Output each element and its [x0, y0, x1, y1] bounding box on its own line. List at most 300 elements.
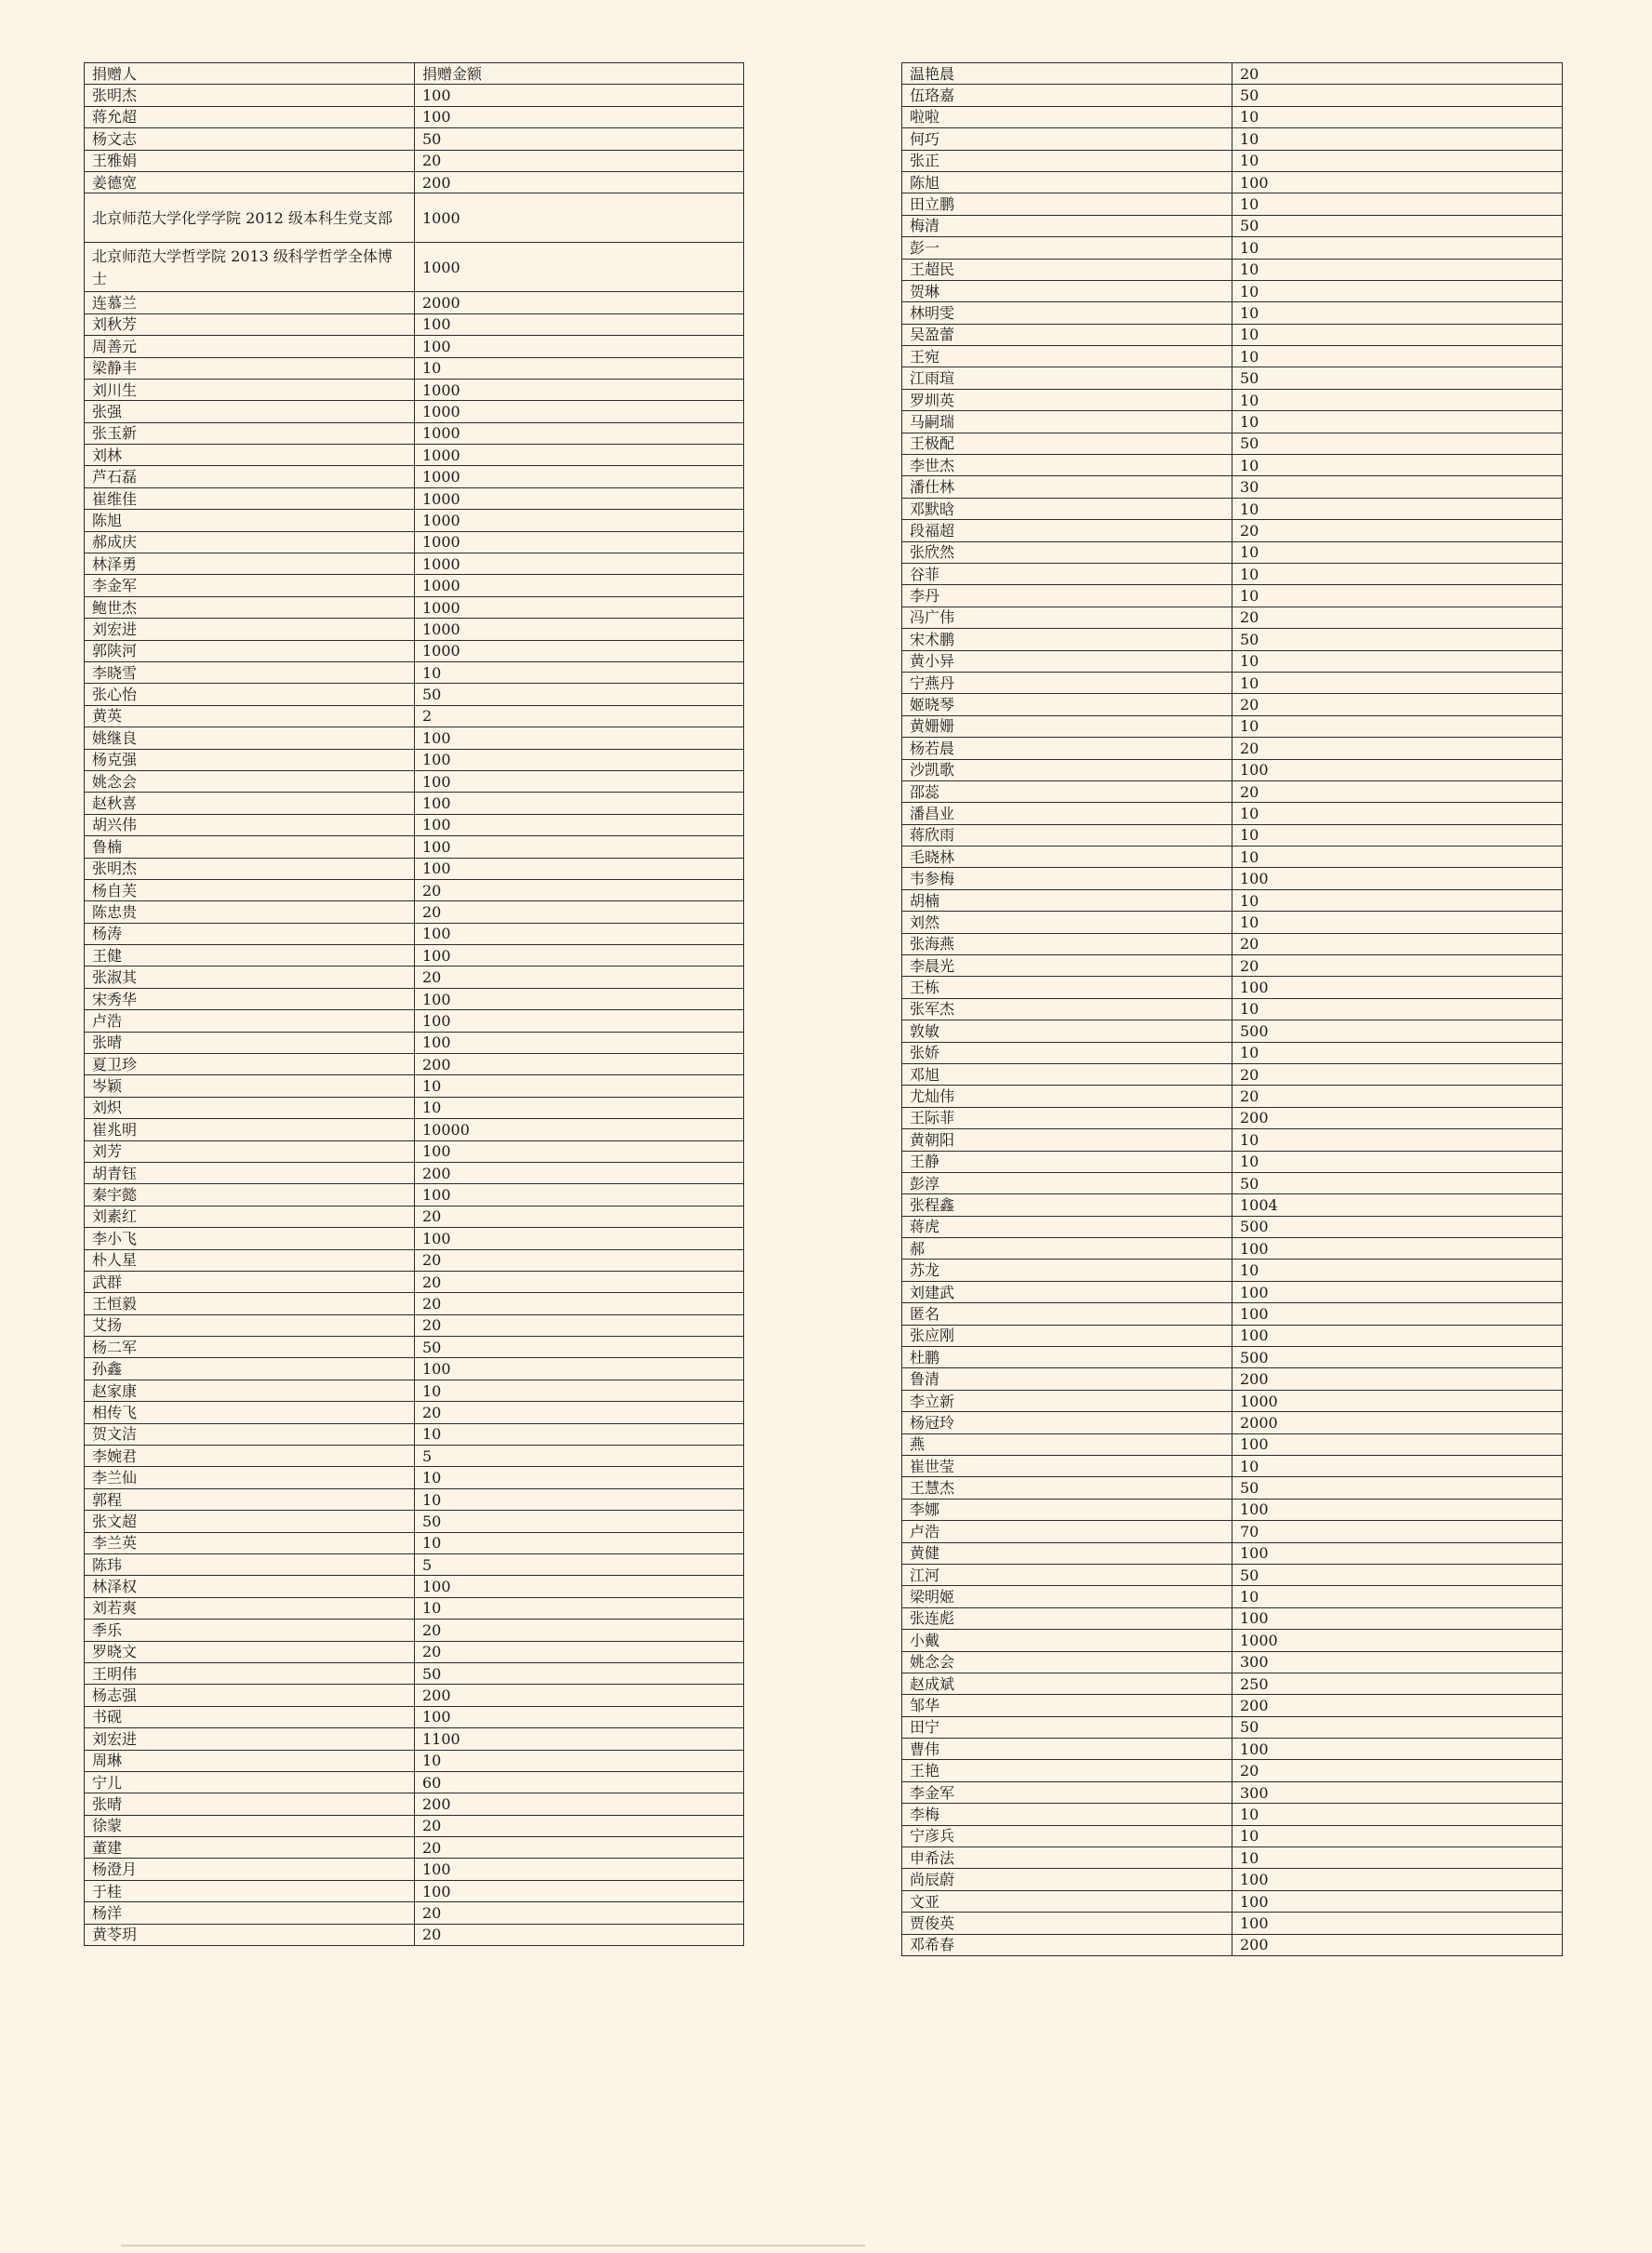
table-row	[85, 1511, 744, 1532]
donation-amount: 300	[1232, 1651, 1563, 1673]
donation-amount: 10	[415, 1423, 744, 1445]
donor-name: 梁明姬	[902, 1586, 1232, 1607]
table-row	[902, 1673, 1563, 1694]
donation-amount: 10	[1232, 498, 1563, 519]
table-row	[85, 1902, 744, 1924]
table-row	[85, 1620, 744, 1641]
table-row	[85, 1728, 744, 1750]
donation-amount: 200	[415, 1793, 744, 1815]
donation-amount: 100	[1232, 1913, 1563, 1934]
table-row	[85, 336, 744, 357]
table-row	[902, 346, 1563, 367]
donor-name: 张正	[902, 150, 1232, 171]
donation-amount: 50	[415, 1511, 744, 1532]
table-row	[902, 389, 1563, 410]
donor-name: 董建	[85, 1837, 415, 1859]
donor-name: 杨志强	[85, 1685, 415, 1706]
donation-amount: 1000	[415, 596, 744, 618]
donor-name: 武群	[85, 1271, 415, 1292]
table-row	[902, 868, 1563, 889]
table-row	[902, 455, 1563, 476]
donor-name: 刘川生	[85, 379, 415, 400]
donation-amount: 10	[415, 1488, 744, 1510]
table-row	[85, 1010, 744, 1032]
donor-name: 马嗣瑞	[902, 411, 1232, 433]
donor-name: 王艳	[902, 1760, 1232, 1781]
table-row	[902, 1086, 1563, 1107]
donation-amount: 20	[415, 1314, 744, 1336]
donor-name: 梅清	[902, 215, 1232, 236]
donation-amount: 10	[1232, 585, 1563, 607]
donation-amount: 1000	[1232, 1630, 1563, 1651]
donation-amount: 100	[415, 988, 744, 1009]
donation-amount: 1000	[415, 531, 744, 553]
donor-name: 鲁清	[902, 1368, 1232, 1390]
donor-name: 何巧	[902, 128, 1232, 150]
donation-amount: 1000	[415, 243, 744, 292]
donor-name: 王明伟	[85, 1662, 415, 1684]
table-row	[902, 1890, 1563, 1912]
donor-name: 北京师范大学哲学院 2013 级科学哲学全体博士	[85, 243, 415, 292]
donor-name: 李兰仙	[85, 1467, 415, 1488]
donor-name: 胡兴伟	[85, 814, 415, 835]
table-row	[902, 1303, 1563, 1325]
donation-amount: 10	[1232, 1260, 1563, 1281]
table-row	[85, 923, 744, 944]
donation-amount: 200	[1232, 1368, 1563, 1390]
donor-name: 王慧杰	[902, 1477, 1232, 1499]
donor-name: 郭陕河	[85, 640, 415, 661]
donation-amount: 100	[1232, 1433, 1563, 1455]
donation-amount: 10	[1232, 1456, 1563, 1477]
table-row	[902, 715, 1563, 737]
table-row	[85, 1815, 744, 1836]
table-row	[902, 193, 1563, 215]
donor-name: 刘宏进	[85, 619, 415, 640]
donor-name: 赵成斌	[902, 1673, 1232, 1694]
donation-amount: 100	[415, 1859, 744, 1880]
donation-amount: 1000	[415, 510, 744, 531]
donor-name: 尤灿伟	[902, 1086, 1232, 1107]
donation-amount: 1000	[415, 422, 744, 444]
table-row	[902, 1390, 1563, 1411]
donation-amount: 200	[1232, 1107, 1563, 1128]
table-row	[902, 1825, 1563, 1846]
donor-name: 潘仕林	[902, 476, 1232, 498]
donation-amount: 10	[1232, 193, 1563, 215]
table-row	[85, 445, 744, 466]
table-row	[85, 1662, 744, 1684]
table-row	[85, 1314, 744, 1336]
donor-name: 李丹	[902, 585, 1232, 607]
donation-amount: 100	[415, 836, 744, 858]
donation-amount: 20	[1232, 607, 1563, 628]
donor-name: 张玉新	[85, 422, 415, 444]
table-row	[902, 1129, 1563, 1151]
donation-amount: 200	[1232, 1695, 1563, 1716]
donor-name: 刘炽	[85, 1097, 415, 1118]
donation-amount: 30	[1232, 476, 1563, 498]
table-row	[85, 1184, 744, 1206]
donation-amount: 500	[1232, 1216, 1563, 1237]
donor-name: 宁燕丹	[902, 672, 1232, 693]
donation-amount: 100	[415, 1228, 744, 1249]
donor-name: 张海燕	[902, 933, 1232, 954]
donor-name: 张晴	[85, 1032, 415, 1053]
donation-amount: 100	[1232, 759, 1563, 780]
donation-amount: 20	[415, 1293, 744, 1314]
donor-name: 张应刚	[902, 1325, 1232, 1346]
donor-name: 杨文志	[85, 128, 415, 150]
donation-amount: 100	[415, 85, 744, 106]
table-row	[902, 1521, 1563, 1542]
table-row	[85, 1380, 744, 1401]
donor-name: 鲁楠	[85, 836, 415, 858]
donor-name: 刘林	[85, 445, 415, 466]
donor-name: 邓旭	[902, 1063, 1232, 1085]
table-row	[902, 367, 1563, 389]
table-row	[85, 1337, 744, 1358]
table-row	[902, 629, 1563, 650]
donation-amount: 10	[415, 1467, 744, 1488]
table-row	[85, 661, 744, 683]
donation-amount: 10	[1232, 324, 1563, 345]
donor-name: 潘昌业	[902, 803, 1232, 824]
table-row	[902, 1651, 1563, 1673]
table-row	[902, 1433, 1563, 1455]
table-row	[85, 1446, 744, 1467]
table-row	[85, 727, 744, 749]
donation-amount: 100	[415, 770, 744, 792]
donation-amount: 10000	[415, 1119, 744, 1140]
table-row	[85, 1859, 744, 1880]
donor-name: 王静	[902, 1151, 1232, 1172]
donation-amount: 2000	[1232, 1412, 1563, 1433]
table-row	[902, 803, 1563, 824]
donation-amount: 20	[1232, 1063, 1563, 1085]
donor-name: 李小飞	[85, 1228, 415, 1249]
table-row	[902, 1194, 1563, 1216]
donor-name: 杨冠玲	[902, 1412, 1232, 1433]
table-row	[85, 466, 744, 487]
table-row	[85, 1793, 744, 1815]
donation-amount: 1000	[415, 401, 744, 422]
table-row	[85, 487, 744, 509]
donor-name: 贺琳	[902, 280, 1232, 301]
donation-amount: 20	[1232, 933, 1563, 954]
donation-amount: 10	[1232, 389, 1563, 410]
donation-amount: 10	[1232, 302, 1563, 324]
table-row	[902, 1499, 1563, 1520]
donor-name: 邓默晗	[902, 498, 1232, 519]
table-row	[902, 1804, 1563, 1825]
donor-name: 崔兆明	[85, 1119, 415, 1140]
donor-name: 张晴	[85, 1793, 415, 1815]
donor-name: 崔世莹	[902, 1456, 1232, 1477]
donor-name: 林泽权	[85, 1576, 415, 1597]
donation-amount: 20	[1232, 738, 1563, 759]
donation-amount: 20	[1232, 955, 1563, 977]
donation-amount: 100	[415, 858, 744, 879]
donor-name: 冯广伟	[902, 607, 1232, 628]
table-row	[85, 858, 744, 879]
donation-amount: 20	[415, 1206, 744, 1227]
table-row	[85, 1054, 744, 1075]
table-row	[902, 998, 1563, 1020]
table-row	[85, 1228, 744, 1249]
table-row	[902, 128, 1563, 150]
table-row	[85, 749, 744, 770]
header-amount: 捐赠金额	[415, 63, 744, 85]
donation-amount: 200	[1232, 1934, 1563, 1955]
table-row	[902, 106, 1563, 127]
donation-amount: 100	[415, 945, 744, 967]
table-row	[85, 879, 744, 900]
donation-amount: 50	[1232, 1716, 1563, 1738]
donor-name: 李兰英	[85, 1532, 415, 1553]
donation-amount: 100	[1232, 1739, 1563, 1760]
table-row	[902, 1368, 1563, 1390]
table-row	[902, 672, 1563, 693]
donation-amount: 1000	[415, 553, 744, 575]
donor-name: 刘若爽	[85, 1597, 415, 1619]
table-row	[85, 357, 744, 379]
table-row	[85, 292, 744, 313]
donation-amount: 200	[415, 1162, 744, 1183]
table-row	[902, 1107, 1563, 1128]
donor-name: 罗圳英	[902, 389, 1232, 410]
donor-name: 黄姗姗	[902, 715, 1232, 737]
donation-amount: 20	[415, 901, 744, 923]
donation-amount: 2000	[415, 292, 744, 313]
donation-amount: 10	[1232, 128, 1563, 150]
donor-name: 张明杰	[85, 858, 415, 879]
donor-name: 刘然	[902, 912, 1232, 933]
donor-name: 李金军	[85, 575, 415, 596]
donor-name: 周琳	[85, 1750, 415, 1771]
table-row	[902, 650, 1563, 672]
donation-amount: 10	[1232, 150, 1563, 171]
donor-name: 蒋虎	[902, 1216, 1232, 1237]
table-row	[85, 1162, 744, 1183]
table-row	[902, 933, 1563, 954]
donor-name: 宁儿	[85, 1771, 415, 1793]
table-row	[85, 1837, 744, 1859]
donation-amount: 100	[415, 1032, 744, 1053]
donation-amount: 10	[1232, 672, 1563, 693]
donation-amount: 10	[1232, 1129, 1563, 1151]
donor-name: 王超民	[902, 259, 1232, 280]
donor-name: 杨澄月	[85, 1859, 415, 1880]
donation-amount: 100	[1232, 1303, 1563, 1325]
donor-name: 夏卫珍	[85, 1054, 415, 1075]
donor-name: 杨若晨	[902, 738, 1232, 759]
table-row	[85, 1402, 744, 1423]
table-row	[902, 150, 1563, 171]
table-row	[85, 128, 744, 150]
table-row	[902, 1063, 1563, 1085]
donor-name: 刘素红	[85, 1206, 415, 1227]
donor-name: 刘建武	[902, 1281, 1232, 1302]
donor-name: 鲍世杰	[85, 596, 415, 618]
donor-name: 书砚	[85, 1706, 415, 1727]
donor-name: 郝成庆	[85, 531, 415, 553]
table-row	[85, 1685, 744, 1706]
donation-amount: 5	[415, 1554, 744, 1576]
donation-amount: 10	[415, 1097, 744, 1118]
donation-amount: 100	[415, 1010, 744, 1032]
donation-amount: 20	[415, 150, 744, 171]
table-row	[902, 955, 1563, 977]
page-footer-rule	[121, 2245, 865, 2246]
donation-amount: 1000	[415, 193, 744, 243]
donor-name: 毛晓林	[902, 847, 1232, 868]
donation-amount: 20	[415, 1837, 744, 1859]
donor-name: 王极配	[902, 433, 1232, 454]
donor-name: 吴盈蕾	[902, 324, 1232, 345]
donation-amount: 100	[415, 1706, 744, 1727]
donation-amount: 20	[1232, 1760, 1563, 1781]
donor-name: 彭一	[902, 237, 1232, 259]
table-row	[85, 1924, 744, 1945]
donor-name: 林明雯	[902, 302, 1232, 324]
donation-amount: 50	[415, 1337, 744, 1358]
donation-amount: 10	[1232, 259, 1563, 280]
table-row	[902, 476, 1563, 498]
donation-table-right	[901, 62, 1563, 1956]
donor-name: 宋秀华	[85, 988, 415, 1009]
donation-amount: 100	[1232, 1890, 1563, 1912]
donation-amount: 100	[415, 1576, 744, 1597]
table-row	[85, 510, 744, 531]
donation-amount: 100	[415, 923, 744, 944]
donor-name: 啦啦	[902, 106, 1232, 127]
donation-amount: 50	[1232, 433, 1563, 454]
donation-amount: 1000	[415, 487, 744, 509]
donor-name: 王恒毅	[85, 1293, 415, 1314]
donor-name: 沙凯歌	[902, 759, 1232, 780]
donor-name: 芦石磊	[85, 466, 415, 487]
table-row	[85, 705, 744, 727]
table-row	[85, 193, 744, 243]
table-row	[85, 379, 744, 400]
donor-name: 王宛	[902, 346, 1232, 367]
donation-amount: 1100	[415, 1728, 744, 1750]
donor-name: 宁彦兵	[902, 1825, 1232, 1846]
donation-amount: 10	[1232, 1151, 1563, 1172]
table-row	[902, 585, 1563, 607]
donation-amount: 50	[1232, 1564, 1563, 1585]
donation-amount: 10	[1232, 1586, 1563, 1607]
donor-name: 相传飞	[85, 1402, 415, 1423]
table-row	[902, 259, 1563, 280]
donation-amount: 10	[1232, 998, 1563, 1020]
donor-name: 杨洋	[85, 1902, 415, 1924]
donation-amount: 100	[1232, 1607, 1563, 1629]
donation-amount: 50	[415, 684, 744, 705]
donor-name: 张连彪	[902, 1607, 1232, 1629]
donation-amount: 10	[415, 1380, 744, 1401]
donation-amount: 1000	[415, 466, 744, 487]
table-row	[902, 1869, 1563, 1890]
table-row	[902, 607, 1563, 628]
table-row	[85, 814, 744, 835]
donation-amount: 50	[1232, 1172, 1563, 1193]
donor-name: 李梅	[902, 1804, 1232, 1825]
donation-amount: 100	[415, 727, 744, 749]
donation-amount: 100	[415, 1140, 744, 1162]
table-row	[902, 541, 1563, 563]
table-row	[85, 313, 744, 335]
donation-amount: 10	[1232, 715, 1563, 737]
donor-name: 刘宏进	[85, 1728, 415, 1750]
donor-name: 申希法	[902, 1847, 1232, 1869]
donation-amount: 100	[415, 814, 744, 835]
table-row	[902, 1281, 1563, 1302]
donor-name: 杨克强	[85, 749, 415, 770]
table-row	[85, 401, 744, 422]
donor-name: 贺文洁	[85, 1423, 415, 1445]
donor-name: 林泽勇	[85, 553, 415, 575]
donation-amount: 500	[1232, 1347, 1563, 1368]
donation-amount: 10	[1232, 912, 1563, 933]
donor-name: 李金军	[902, 1781, 1232, 1803]
donation-amount: 1000	[415, 619, 744, 640]
table-row	[85, 1554, 744, 1576]
donation-amount: 10	[1232, 847, 1563, 868]
donation-amount: 100	[1232, 1542, 1563, 1564]
donor-name: 苏龙	[902, 1260, 1232, 1281]
table-row	[85, 1532, 744, 1553]
donation-amount: 100	[415, 749, 744, 770]
table-row	[902, 1477, 1563, 1499]
table-row	[902, 520, 1563, 541]
donation-amount: 10	[1232, 280, 1563, 301]
donation-amount: 10	[1232, 889, 1563, 911]
donor-name: 田立鹏	[902, 193, 1232, 215]
table-row	[902, 1781, 1563, 1803]
donation-amount: 100	[1232, 1325, 1563, 1346]
table-row	[85, 1423, 744, 1445]
donor-name: 连慕兰	[85, 292, 415, 313]
table-row	[902, 738, 1563, 759]
donor-name: 卢浩	[85, 1010, 415, 1032]
donor-name: 朴人星	[85, 1249, 415, 1271]
donor-name: 李立新	[902, 1390, 1232, 1411]
table-row	[902, 759, 1563, 780]
donation-amount: 20	[1232, 63, 1563, 85]
table-row	[902, 1586, 1563, 1607]
table-row	[902, 411, 1563, 433]
donor-name: 黄健	[902, 1542, 1232, 1564]
donor-name: 罗晓文	[85, 1641, 415, 1662]
donor-name: 张文超	[85, 1511, 415, 1532]
donation-amount: 1004	[1232, 1194, 1563, 1216]
table-row	[85, 770, 744, 792]
donor-name: 谷菲	[902, 563, 1232, 584]
donation-amount: 250	[1232, 1673, 1563, 1694]
table-row	[902, 1151, 1563, 1172]
table-row	[902, 85, 1563, 106]
donation-amount: 300	[1232, 1781, 1563, 1803]
donor-name: 李娜	[902, 1499, 1232, 1520]
donation-amount: 20	[415, 967, 744, 988]
donor-name: 李世杰	[902, 455, 1232, 476]
donor-name: 季乐	[85, 1620, 415, 1641]
donation-table-left	[84, 62, 744, 1946]
donation-amount: 100	[415, 793, 744, 814]
donation-amount: 20	[415, 1815, 744, 1836]
